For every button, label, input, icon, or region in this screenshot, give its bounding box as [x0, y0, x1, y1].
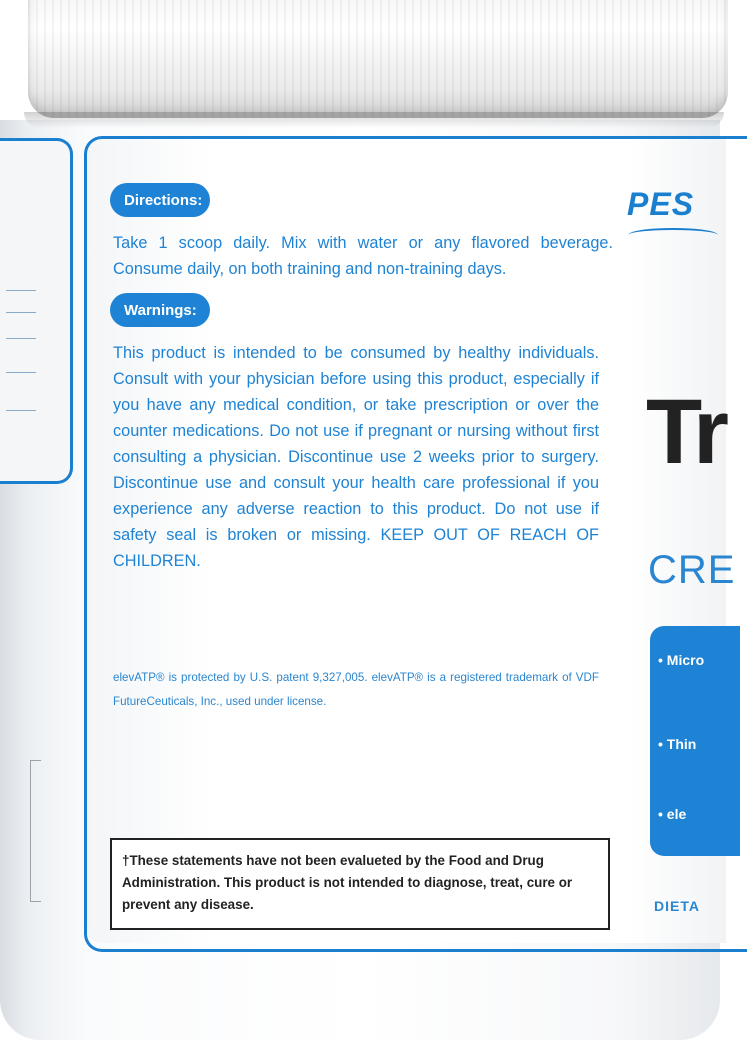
directions-text: Take 1 scoop daily. Mix with water or any flavored beverage. Consume daily, on both training and non-training days.	[113, 234, 613, 278]
brand-logo-partial: PES	[627, 186, 695, 222]
dietary-supplement-partial: DIETA	[654, 898, 700, 914]
feature-item-2: • Thin	[658, 736, 697, 752]
lid-shadow	[24, 112, 724, 128]
product-subtitle-partial: CRE	[648, 548, 736, 592]
directions-heading: Directions:	[110, 183, 210, 217]
product-title-partial: Tr	[646, 381, 725, 483]
tub-lid	[28, 0, 728, 118]
warnings-heading: Warnings:	[110, 293, 210, 327]
side-label-panel	[0, 138, 73, 484]
warnings-text: This product is intended to be consumed by healthy individuals. Consult with your physician before using this product, especially if you have any medical condition, or take prescription or over the counter medications. Do not use if pregnant or nursing without first consulting a physician. Discontinue use 2 weeks prior to surgery. Discontinue use and consult your health care professional if you experience any adverse reaction to this product. Do not use if safety seal is broken or missing. KEEP OUT OF REACH OF CHILDREN.	[113, 344, 599, 570]
fda-disclaimer: †These statements have not been evalueted by the Food and Drug Administration. This product is not intended to diagnose, treat, cure or prevent any disease.	[110, 838, 610, 930]
feature-item-3: • ele	[658, 806, 687, 822]
feature-item-1: • Micro	[658, 652, 705, 668]
patent-note: elevATP® is protected by U.S. patent 9,327,005. elevATP® is a registered trademark of VDF FutureCeuticals, Inc., used under license.	[113, 671, 599, 708]
side-label-bracket	[30, 760, 41, 902]
brand-swoosh	[628, 228, 718, 242]
